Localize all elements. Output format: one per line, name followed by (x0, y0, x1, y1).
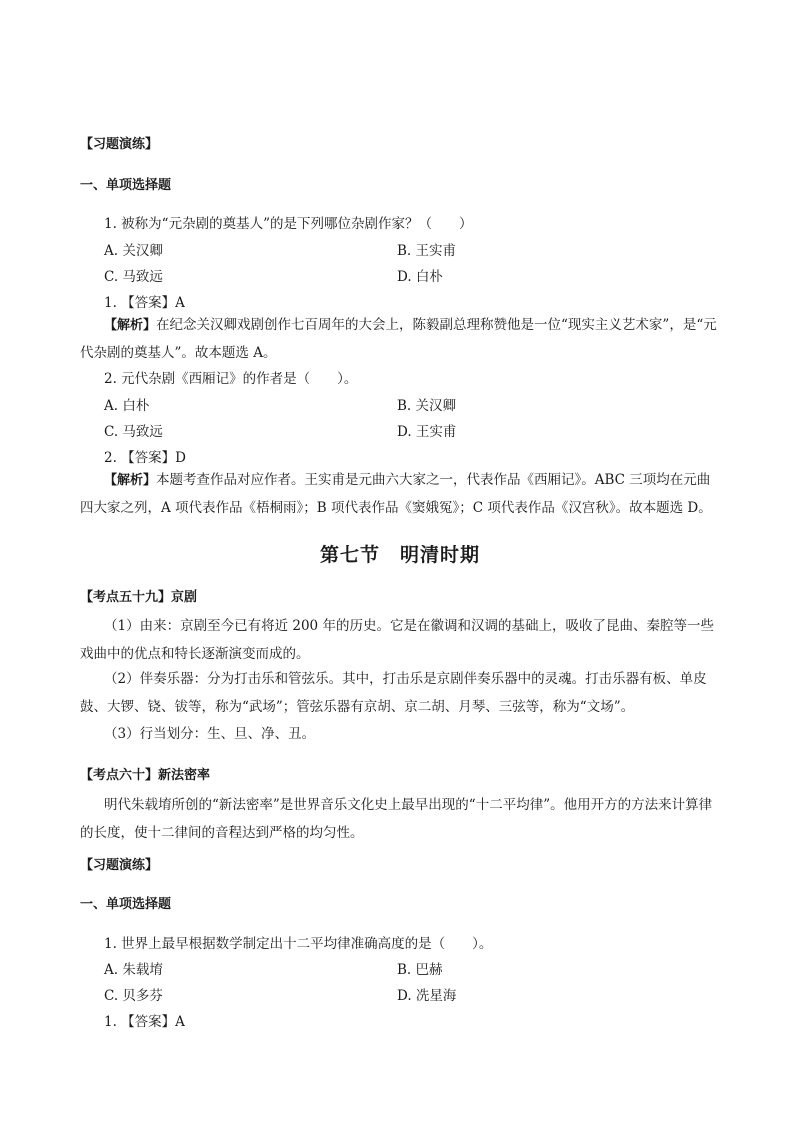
q1-option-c: C. 马致远 (104, 269, 163, 285)
section2-question-1-text: 1. 世界上最早根据数学制定出十二平均律准确高度的是（ ）。 (104, 936, 493, 952)
single-choice-subheading-2: 一、单项选择题 (80, 897, 172, 912)
q1-analysis (80, 312, 720, 367)
q2-option-a: A. 白朴 (104, 398, 150, 414)
single-choice-subheading-1: 一、单项选择题 (80, 178, 172, 193)
q2-analysis-label: 【解析】 (104, 473, 157, 488)
q1-analysis-text: 在纪念关汉卿戏剧创作七百周年的大会上，陈毅副总理称赞他是一位“现实主义艺术家”，是“元代杂剧的奠基人”。故本题选 A。 (80, 317, 717, 361)
question-1-text: 1. 被称为“元杂剧的奠基人”的是下列哪位杂剧作家？（ ） (104, 216, 473, 232)
q1-option-b: B. 王实甫 (397, 243, 457, 259)
exercise-heading-1: 【习题演练】 (80, 137, 159, 152)
q2-option-b: B. 关汉卿 (397, 398, 457, 414)
q2-answer: 2. 【答案】D (104, 450, 186, 466)
q2-option-c: C. 马致远 (104, 424, 163, 440)
kp59-paragraph-1: （1）由来：京剧至今已有将近 200 年的历史。它是在徽调和汉调的基础上，吸收了昆曲、秦腔等一些戏曲中的优点和特长逐渐演变而成的。 (80, 618, 714, 662)
q1-option-a: A. 关汉卿 (104, 243, 163, 259)
kp59-paragraph-3: （3）行当划分：生、旦、净、丑。 (104, 726, 316, 742)
q2-option-d: D. 王实甫 (397, 424, 457, 440)
s2-q1-answer: 1. 【答案】A (104, 1014, 185, 1030)
kp59-label: 【考点五十九】京剧 (80, 590, 198, 605)
kp60-label: 【考点六十】新法密率 (80, 768, 211, 783)
kp59-paragraph-2: （2）伴奏乐器：分为打击乐和管弦乐。其中，打击乐是京剧伴奏乐器中的灵魂。打击乐器有板、单皮鼓、大锣、铙、钹等，称为“武场”；管弦乐器有京胡、京二胡、月琴、三弦等，称为“文场”。 (80, 671, 707, 715)
q1-option-d: D. 白朴 (397, 269, 443, 285)
section-title: 第七节 明清时期 (319, 544, 480, 566)
q2-analysis (80, 467, 720, 522)
s2-q1-option-a: A. 朱载堉 (104, 962, 163, 978)
question-2-text: 2. 元代杂剧《西厢记》的作者是（ ）。 (104, 371, 358, 387)
q1-analysis-label: 【解析】 (104, 318, 157, 333)
q1-answer: 1. 【答案】A (104, 295, 185, 311)
s2-q1-option-c: C. 贝多芬 (104, 988, 163, 1004)
s2-q1-option-d: D. 冼星海 (397, 988, 457, 1004)
kp60-paragraph-1: 明代朱载堉所创的“新法密率”是世界音乐文化史上最早出现的“十二平均律”。他用开方的方法来计算律的长度，使十二律间的音程达到严格的均匀性。 (80, 797, 713, 841)
s2-q1-option-b: B. 巴赫 (397, 962, 443, 978)
exercise-heading-2: 【习题演练】 (80, 858, 159, 873)
q2-analysis-text: 本题考查作品对应作者。王实甫是元曲六大家之一，代表作品《西厢记》。ABC 三项均在元曲四大家之列，A 项代表作品《梧桐雨》；B 项代表作品《窦娥冤》；C 项代表作品《汉宫秋》。故本题选 D。 (80, 472, 712, 516)
